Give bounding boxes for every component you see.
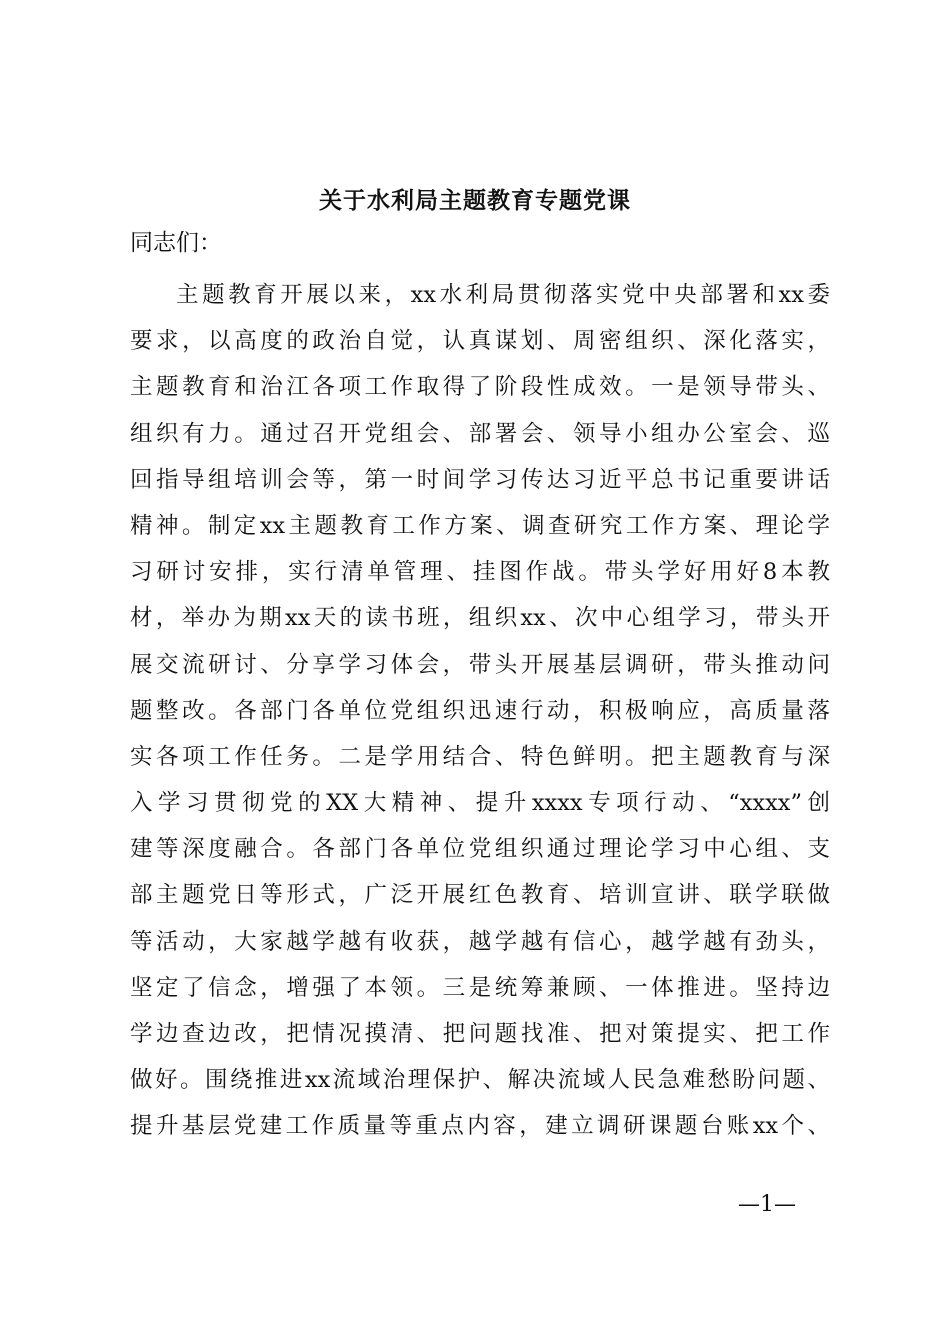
body-line: 回指导组培训会等，第一时间学习传达习近平总书记重要讲话: [130, 466, 830, 493]
salutation: 同志们：: [130, 230, 222, 256]
body-line: 组织有力。通过召开党组会、部署会、领导小组办公室会、巡: [130, 420, 830, 447]
body-line: 要求，以高度的政治自觉，认真谋划、周密组织、深化落实，: [130, 328, 830, 355]
body-line: 提升基层党建工作质量等重点内容，建立调研课题台账xx个、: [130, 1113, 830, 1140]
body-line: 入学习贯彻党的XX大精神、提升xxxx专项行动、“xxxx”创: [130, 790, 830, 817]
document-title: 关于水利局主题教育专题党课: [319, 187, 631, 214]
body-paragraph: [130, 272, 830, 1150]
body-line: 材，举办为期xx天的读书班，组织xx、次中心组学习，带头开: [130, 605, 830, 632]
body-line: 题整改。各部门各单位党组织迅速行动，积极响应，高质量落: [130, 697, 830, 724]
body-line: 展交流研讨、分享学习体会，带头开展基层调研，带头推动问: [130, 651, 830, 678]
body-line: 主题教育开展以来，xx水利局贯彻落实党中央部署和xx委: [176, 282, 830, 308]
body-line: 做好。围绕推进xx流域治理保护、解决流域人民急难愁盼问题、: [130, 1067, 830, 1094]
body-line: 部主题党日等形式，广泛开展红色教育、培训宣讲、联学联做: [130, 882, 830, 909]
page-number: —1—: [738, 1192, 796, 1217]
body-line: 等活动，大家越学越有收获，越学越有信心，越学越有劲头，: [130, 928, 830, 955]
body-line: 实各项工作任务。二是学用结合、特色鲜明。把主题教育与深: [130, 743, 830, 770]
body-line: 习研讨安排，实行清单管理、挂图作战。带头学好用好8本教: [130, 559, 830, 586]
body-line: 建等深度融合。各部门各单位党组织通过理论学习中心组、支: [130, 836, 830, 863]
body-line: 坚定了信念，增强了本领。三是统筹兼顾、一体推进。坚持边: [130, 974, 830, 1001]
body-line: 学边查边改，把情况摸清、把问题找准、把对策提实、把工作: [130, 1021, 830, 1047]
body-line: 主题教育和治江各项工作取得了阶段性成效。一是领导带头、: [130, 374, 830, 401]
body-line: 精神。制定xx主题教育工作方案、调查研究工作方案、理论学: [130, 512, 830, 539]
